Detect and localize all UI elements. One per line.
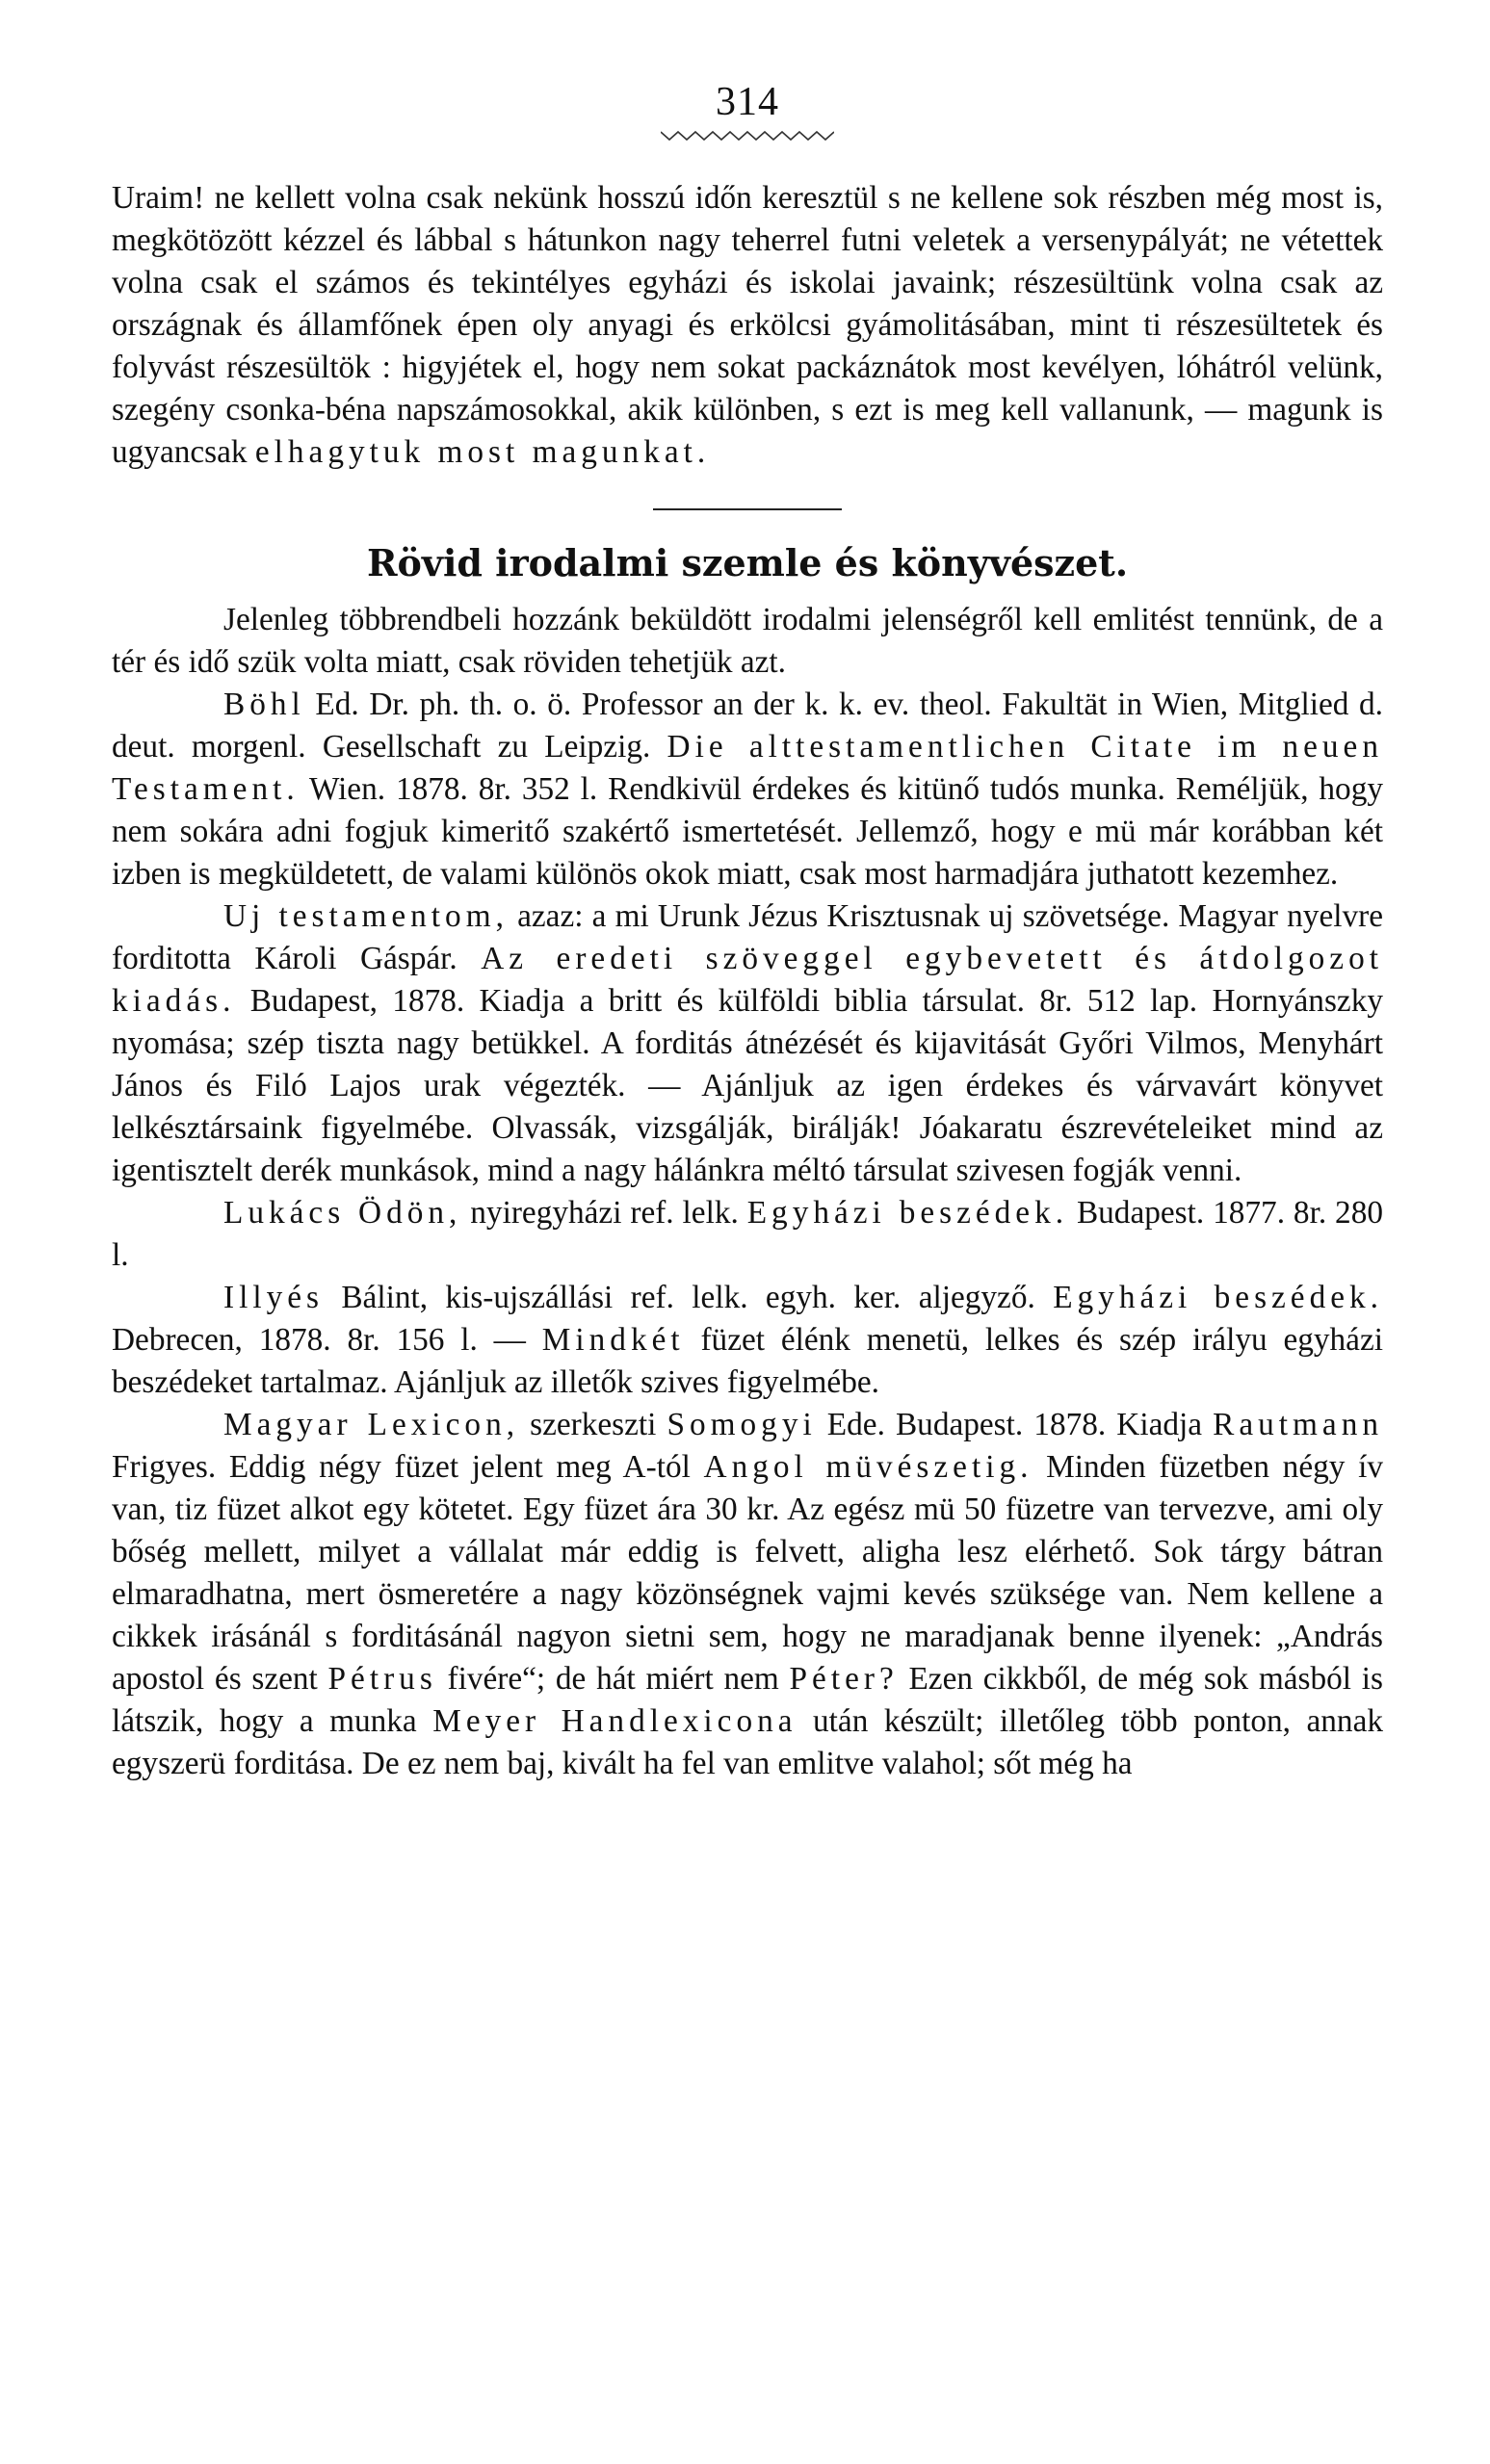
entry-text: Ede. Budapest. 1878. Kiadja [816,1407,1214,1442]
entry-author: Böhl [223,687,305,722]
section-heading: Rövid irodalmi szemle és könyvészet. [366,541,1129,584]
entry-text: azaz: a mi Urunk Jézus Krisztusnak uj szövetsége. Magyar nyelvre forditotta Károli Gáspár. [112,898,1383,976]
entry-title: Egyházi beszédek. [746,1195,1069,1231]
entry-text: Wien. 1878. 8r. 352 l. Rendkivül érdekes és kitünő tudós munka. Reméljük, hogy nem sokára adni fogjuk kimeritő szakértő ismertetését. Jellemző, hogy e mü már korábban két izben is megküldetett, de valami különös okok miatt, csak most harmadjára juthatott kezemhez. [112,771,1383,892]
entry-text: Budapest, 1878. Kiadja a britt és külföldi biblia társulat. 8r. 512 lap. Hornyánszky nyomása; szép tiszta nagy betükkel. A forditás átnézését és kijavitását Győri Vilmos, Menyhárt János és Filó Lajos urak végezték. — Ajánljuk az igen érdekes és várvavárt könyvet lelkésztársaink figyelmébe. Olvassák, vizsgálják, birálják! Jóakaratu észrevételeiket mind az igentisztelt derék munkások, mind a nagy hálánkra méltó társulat szivesen fogják venni. [112,983,1383,1188]
entry-text: Ed. Dr. ph. th. o. ö. Professor an der k. k. ev. theol. Fakultät in Wien, Mitglied d. deut. morgenl. Gesellschaft zu Leipzig. [112,687,1383,765]
entry-text: Frigyes. Eddig négy füzet jelent meg A-tól [112,1449,704,1485]
entry-text: Ezen cikkből, de még sok másból is látszik, hogy a munka [112,1661,1383,1739]
review-entry-magyar-lexicon [112,1404,1383,1785]
entry-text: füzet élénk menetü, lelkes és szép irályu egyházi beszédeket tartalmaz. Ajánljuk az illetők szives figyelmébe. [112,1322,1383,1400]
decorative-wave-ornament [661,129,834,143]
entry-publisher: Rautmann [1213,1407,1383,1442]
page [112,75,1383,1785]
entry-emphasis: Mindkét [541,1322,685,1358]
entry-title: Magyar Lexicon, [223,1407,520,1442]
entry-text: nyiregyházi ref. lelk. [461,1195,747,1231]
intro-spaced-text: elhagytuk most magunkat. [254,434,711,470]
review-entry-lukacs [112,1192,1383,1277]
review-intro-paragraph: Jelenleg többrendbeli hozzánk beküldött irodalmi jelenségről kell emlitést tennünk, de a tér és idő szük volta miatt, csak röviden tehetjük azt. [112,602,1383,680]
entry-text: Bálint, kis-ujszállási ref. lelk. egyh. ker. aljegyző. [323,1280,1054,1315]
intro-text: Uraim! ne kellett volna csak nekünk hosszú időn keresztül s ne kellene sok részben még most is, megkötözött kézzel és lábbal s hátunkon nagy teherrel futni veletek a versenypályát; ne vétettek volna csak el számos és tekintélyes egyházi és iskolai javaink; részesültünk volna csak az országnak és államfőnek épen oly anyagi és erkölcsi gyámolitásában, mint ti részesültetek és folyvást részesültök : higyjétek el, hogy nem sokat packáznátok most kevélyen, lóhátról velünk, szegény csonka-béna napszámosokkal, akik különben, s ezt is meg kell vallanunk, — magunk is ugyancsak [112,180,1383,470]
review-entry-uj-testamentom [112,895,1383,1192]
entry-author: Illyés [223,1280,324,1315]
entry-text: Budapest. 1877. 8r. 280 l. [112,1195,1383,1273]
entry-editor: Somogyi [667,1407,817,1442]
entry-text: Debrecen, 1878. 8r. 156 l. — [112,1322,542,1358]
entry-author: Lukács Ödön, [223,1195,462,1231]
review-entry-illyes [112,1277,1383,1404]
section-divider [653,508,842,510]
intro-paragraph [112,177,1383,474]
entry-text: után készült; illetőleg több ponton, annak egyszerü forditása. De ez nem baj, kivált ha fel van emlitve valahol; sőt még ha [112,1703,1383,1781]
entry-title: Die alttestamentlichen Citate im neuen Testament. [112,729,1383,807]
review-entry-boehl [112,684,1383,895]
entry-title: Uj testamentom, [223,898,509,934]
entry-text: szerkeszti [519,1407,667,1442]
entry-emphasis: Péter? [789,1661,899,1697]
entry-edition: Az eredeti szöveggel egybevetett és átdolgozot kiadás. [112,941,1383,1019]
entry-emphasis: Meyer Handlexicona [432,1703,797,1739]
entry-emphasis: Angol müvészetig. [703,1449,1033,1485]
entry-title: Egyházi beszédek. [1053,1280,1383,1315]
entry-text: Minden füzetben négy ív van, tiz füzet alkot egy kötetet. Egy füzet ára 30 kr. Az egész mü 50 füzetre van tervezve, ami oly bőség mellett, milyet a vállalat már eddig is felvett, aligha lesz elérhető. Sok tárgy bátran elmaradhatna, mert ösmeretére a nagy közönségnek vajmi kevés szüksége van. Nem kellene a cikkek irásánál s forditásánál nagyon sietni sem, hogy ne maradjanak benne ilyenek: „András apostol és szent [112,1449,1383,1697]
page-number: 314 [716,80,779,124]
entry-emphasis: Pétrus [327,1661,437,1697]
entry-text: fivére“; de hát miért nem [436,1661,790,1697]
